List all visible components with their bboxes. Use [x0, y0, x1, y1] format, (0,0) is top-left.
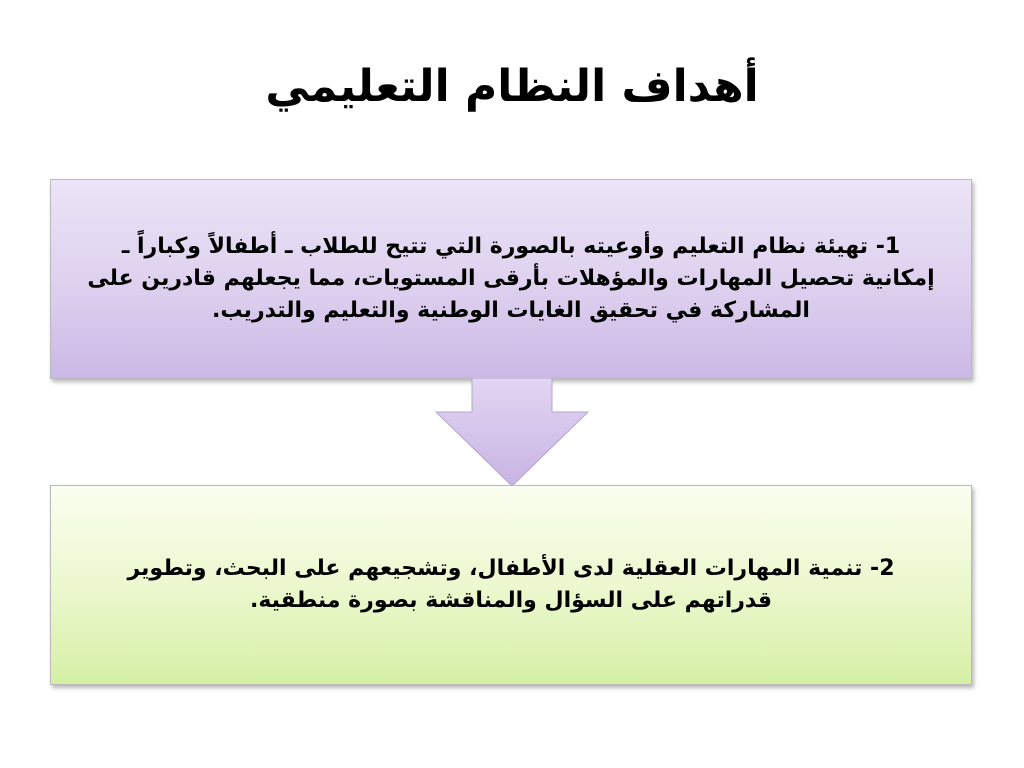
goal-box-2 [50, 485, 972, 685]
goal-text-1: 1- تهيئة نظام التعليم وأوعيته بالصورة التي تتيح للطلاب ـ أطفالاً وكباراً ـ إمكانية تحصيل المهارات والمؤهلات بأرقى المستويات، مما يجعلهم قادرين على المشاركة في تحقيق الغايات الوطنية والتعليم والتدريب. [87, 234, 935, 323]
down-arrow-shape [436, 378, 588, 486]
slide-title: أهداف النظام التعليمي [265, 61, 759, 112]
goal-text-2: 2- تنمية المهارات العقلية لدى الأطفال، وتشجيعهم على البحث، وتطوير قدراتهم على السؤال والمناقشة بصورة منطقية. [127, 556, 895, 613]
goal-box-1 [50, 179, 972, 379]
down-arrow-icon [432, 378, 592, 490]
